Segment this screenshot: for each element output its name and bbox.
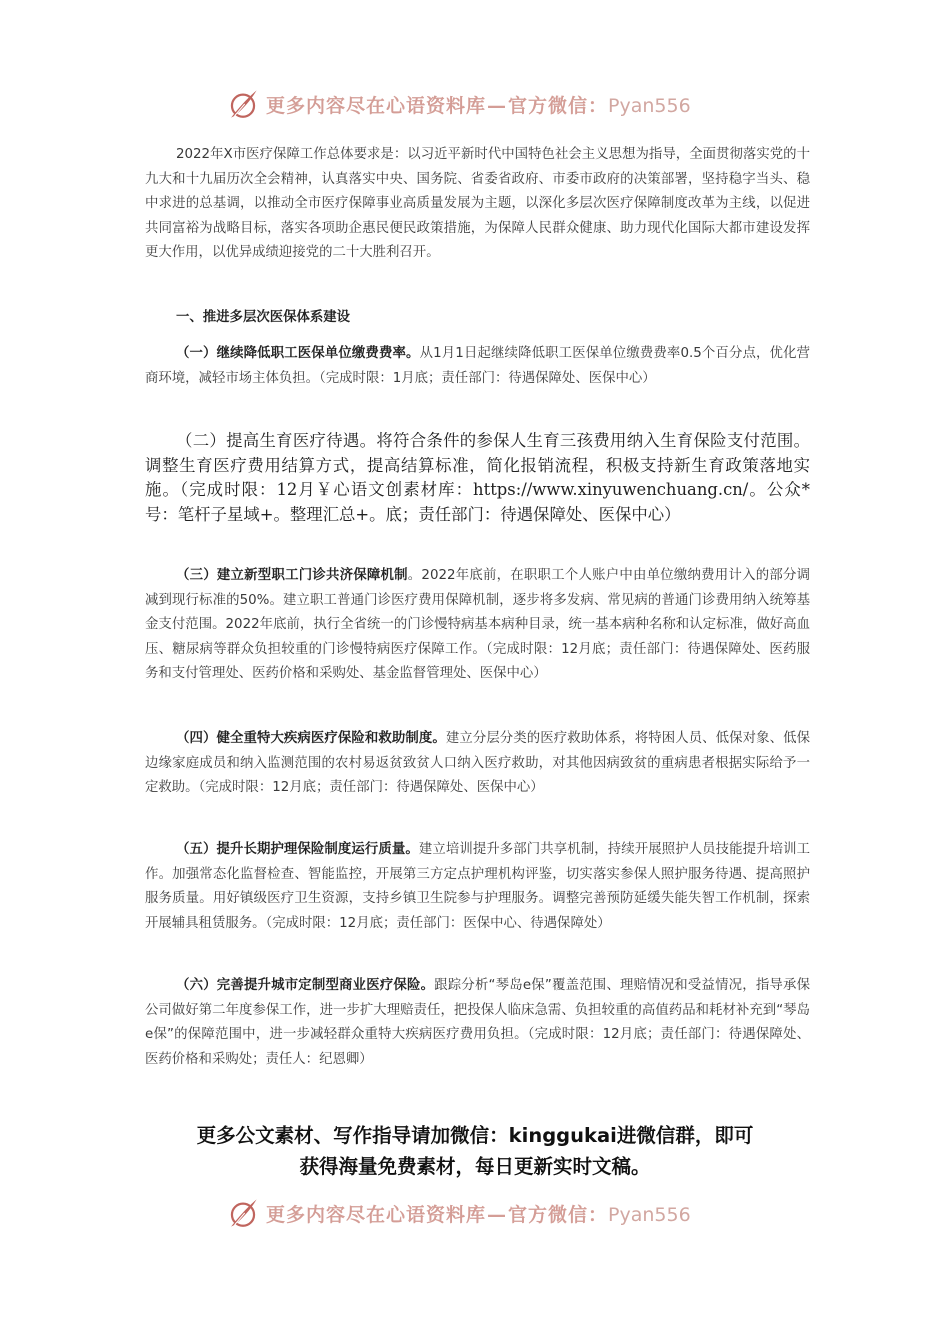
item-title: （一）继续降低职工医保单位缴费费率。	[176, 346, 420, 361]
item-paragraph	[145, 974, 810, 1072]
banner-text: 更多内容尽在心语资料库—官方微信：Pyan556	[266, 1203, 691, 1226]
cta-line-2: 获得海量免费素材，每日更新实时文稿。	[299, 1155, 651, 1178]
cta-line-1: 更多公文素材、写作指导请加微信：kinggukai进微信群，即可	[196, 1124, 754, 1147]
section-heading: 一、推进多层次医保体系建设	[176, 310, 351, 325]
item-title: （六）完善提升城市定制型商业医疗保险。	[176, 978, 435, 993]
item-body: 从1月1日起继续降低职工医保单位缴费费率0.5个百分点，优化营商环境，减轻市场主体负担。（完成时限：1月底；责任部门：待遇保障处、医保中心）	[145, 346, 810, 386]
header-banner	[226, 84, 746, 124]
intro-paragraph: 2022年X市医疗保障工作总体要求是：以习近平新时代中国特色社会主义思想为指导，全面贯彻落实党的十九大和十九届历次全会精神，认真落实中央、国务院、省委省政府、市委市政府的决策部署，坚持稳字当头、稳中求进的总基调，以推动全市医疗保障事业高质量发展为主题，以深化多层次医疗保障制度改革为主线，以促进共同富裕为战略目标，落实各项助企惠民便民政策措施，为保障人民群众健康、助力现代化国际大都市建设发挥更大作用，以优异成绩迎接党的二十大胜利召开。	[145, 147, 810, 261]
item-body: 将符合条件的参保人生育三孩费用纳入生育保险支付范围。调整生育医疗费用结算方式，提高结算标准，简化报销流程，积极支持新生育政策落地实施。（完成时限：12月￥心语文创素材库：https://www.xinyuwenchuang.cn/。公众*号：笔杆子星域+。整理汇总+。底；责任部门：待遇保障处、医保中心）	[145, 431, 811, 524]
quill-logo-icon	[226, 1196, 260, 1230]
item-title: （二）提高生育医疗待遇。	[176, 431, 377, 450]
item-1	[145, 342, 810, 391]
item-5	[145, 838, 810, 936]
intro-block	[145, 143, 810, 266]
wechat-cta	[140, 1120, 810, 1182]
item-paragraph	[145, 727, 810, 801]
item-paragraph	[145, 564, 810, 687]
item-title: （三）建立新型职工门诊共济保障机制	[176, 568, 408, 583]
footer-banner	[226, 1193, 746, 1233]
item-body: 建立培训提升多部门共享机制，持续开展照护人员技能提升培训工作。加强常态化监督检查、智能监控，开展第三方定点护理机构评鉴，切实落实参保人照护服务待遇、提高照护服务质量。用好镇级医疗卫生资源，支持乡镇卫生院参与护理服务。调整完善预防延缓失能失智工作机制，探索开展辅具租赁服务。（完成时限：12月底；责任部门：医保中心、待遇保障处）	[145, 842, 811, 931]
item-body: 跟踪分析“琴岛e保”覆盖范围、理赔情况和受益情况，指导承保公司做好第二年度参保工作，进一步扩大理赔责任，把投保人临床急需、负担较重的高值药品和耗材补充到“琴岛e保”的保障范围中，进一步减轻群众重特大疾病医疗费用负担。（完成时限：12月底；责任部门：待遇保障处、医药价格和采购处；责任人：纪恩卿）	[145, 978, 810, 1067]
item-6	[145, 974, 810, 1072]
item-3	[145, 564, 810, 687]
item-title: （五）提升长期护理保险制度运行质量。	[176, 842, 419, 857]
item-2	[145, 429, 810, 527]
section-heading-block	[145, 306, 810, 325]
item-4	[145, 727, 810, 801]
item-paragraph	[145, 429, 810, 527]
item-paragraph	[145, 342, 810, 391]
item-paragraph	[145, 838, 810, 936]
quill-logo-icon	[226, 87, 260, 121]
item-body: 。2022年底前，在职职工个人账户中由单位缴纳费用计入的部分调减到现行标准的50%。建立职工普通门诊医疗费用保障机制，逐步将多发病、常见病的普通门诊费用纳入统筹基金支付范围。2022年底前，执行全省统一的门诊慢特病基本病种目录，统一基本病种名称和认定标准，做好高血压、糖尿病等群众负担较重的门诊慢特病医疗保障工作。（完成时限：12月底；责任部门：待遇保障处、医药服务和支付管理处、医药价格和采购处、基金监督管理处、医保中心）	[145, 568, 811, 682]
item-body: 建立分层分类的医疗救助体系，将特困人员、低保对象、低保边缘家庭成员和纳入监测范围的农村易返贫致贫人口纳入医疗救助，对其他因病致贫的重病患者根据实际给予一定救助。（完成时限：12月底；责任部门：待遇保障处、医保中心）	[145, 731, 811, 796]
banner-text: 更多内容尽在心语资料库—官方微信：Pyan556	[266, 94, 691, 117]
item-title: （四）健全重特大疾病医疗保险和救助制度。	[176, 731, 446, 746]
